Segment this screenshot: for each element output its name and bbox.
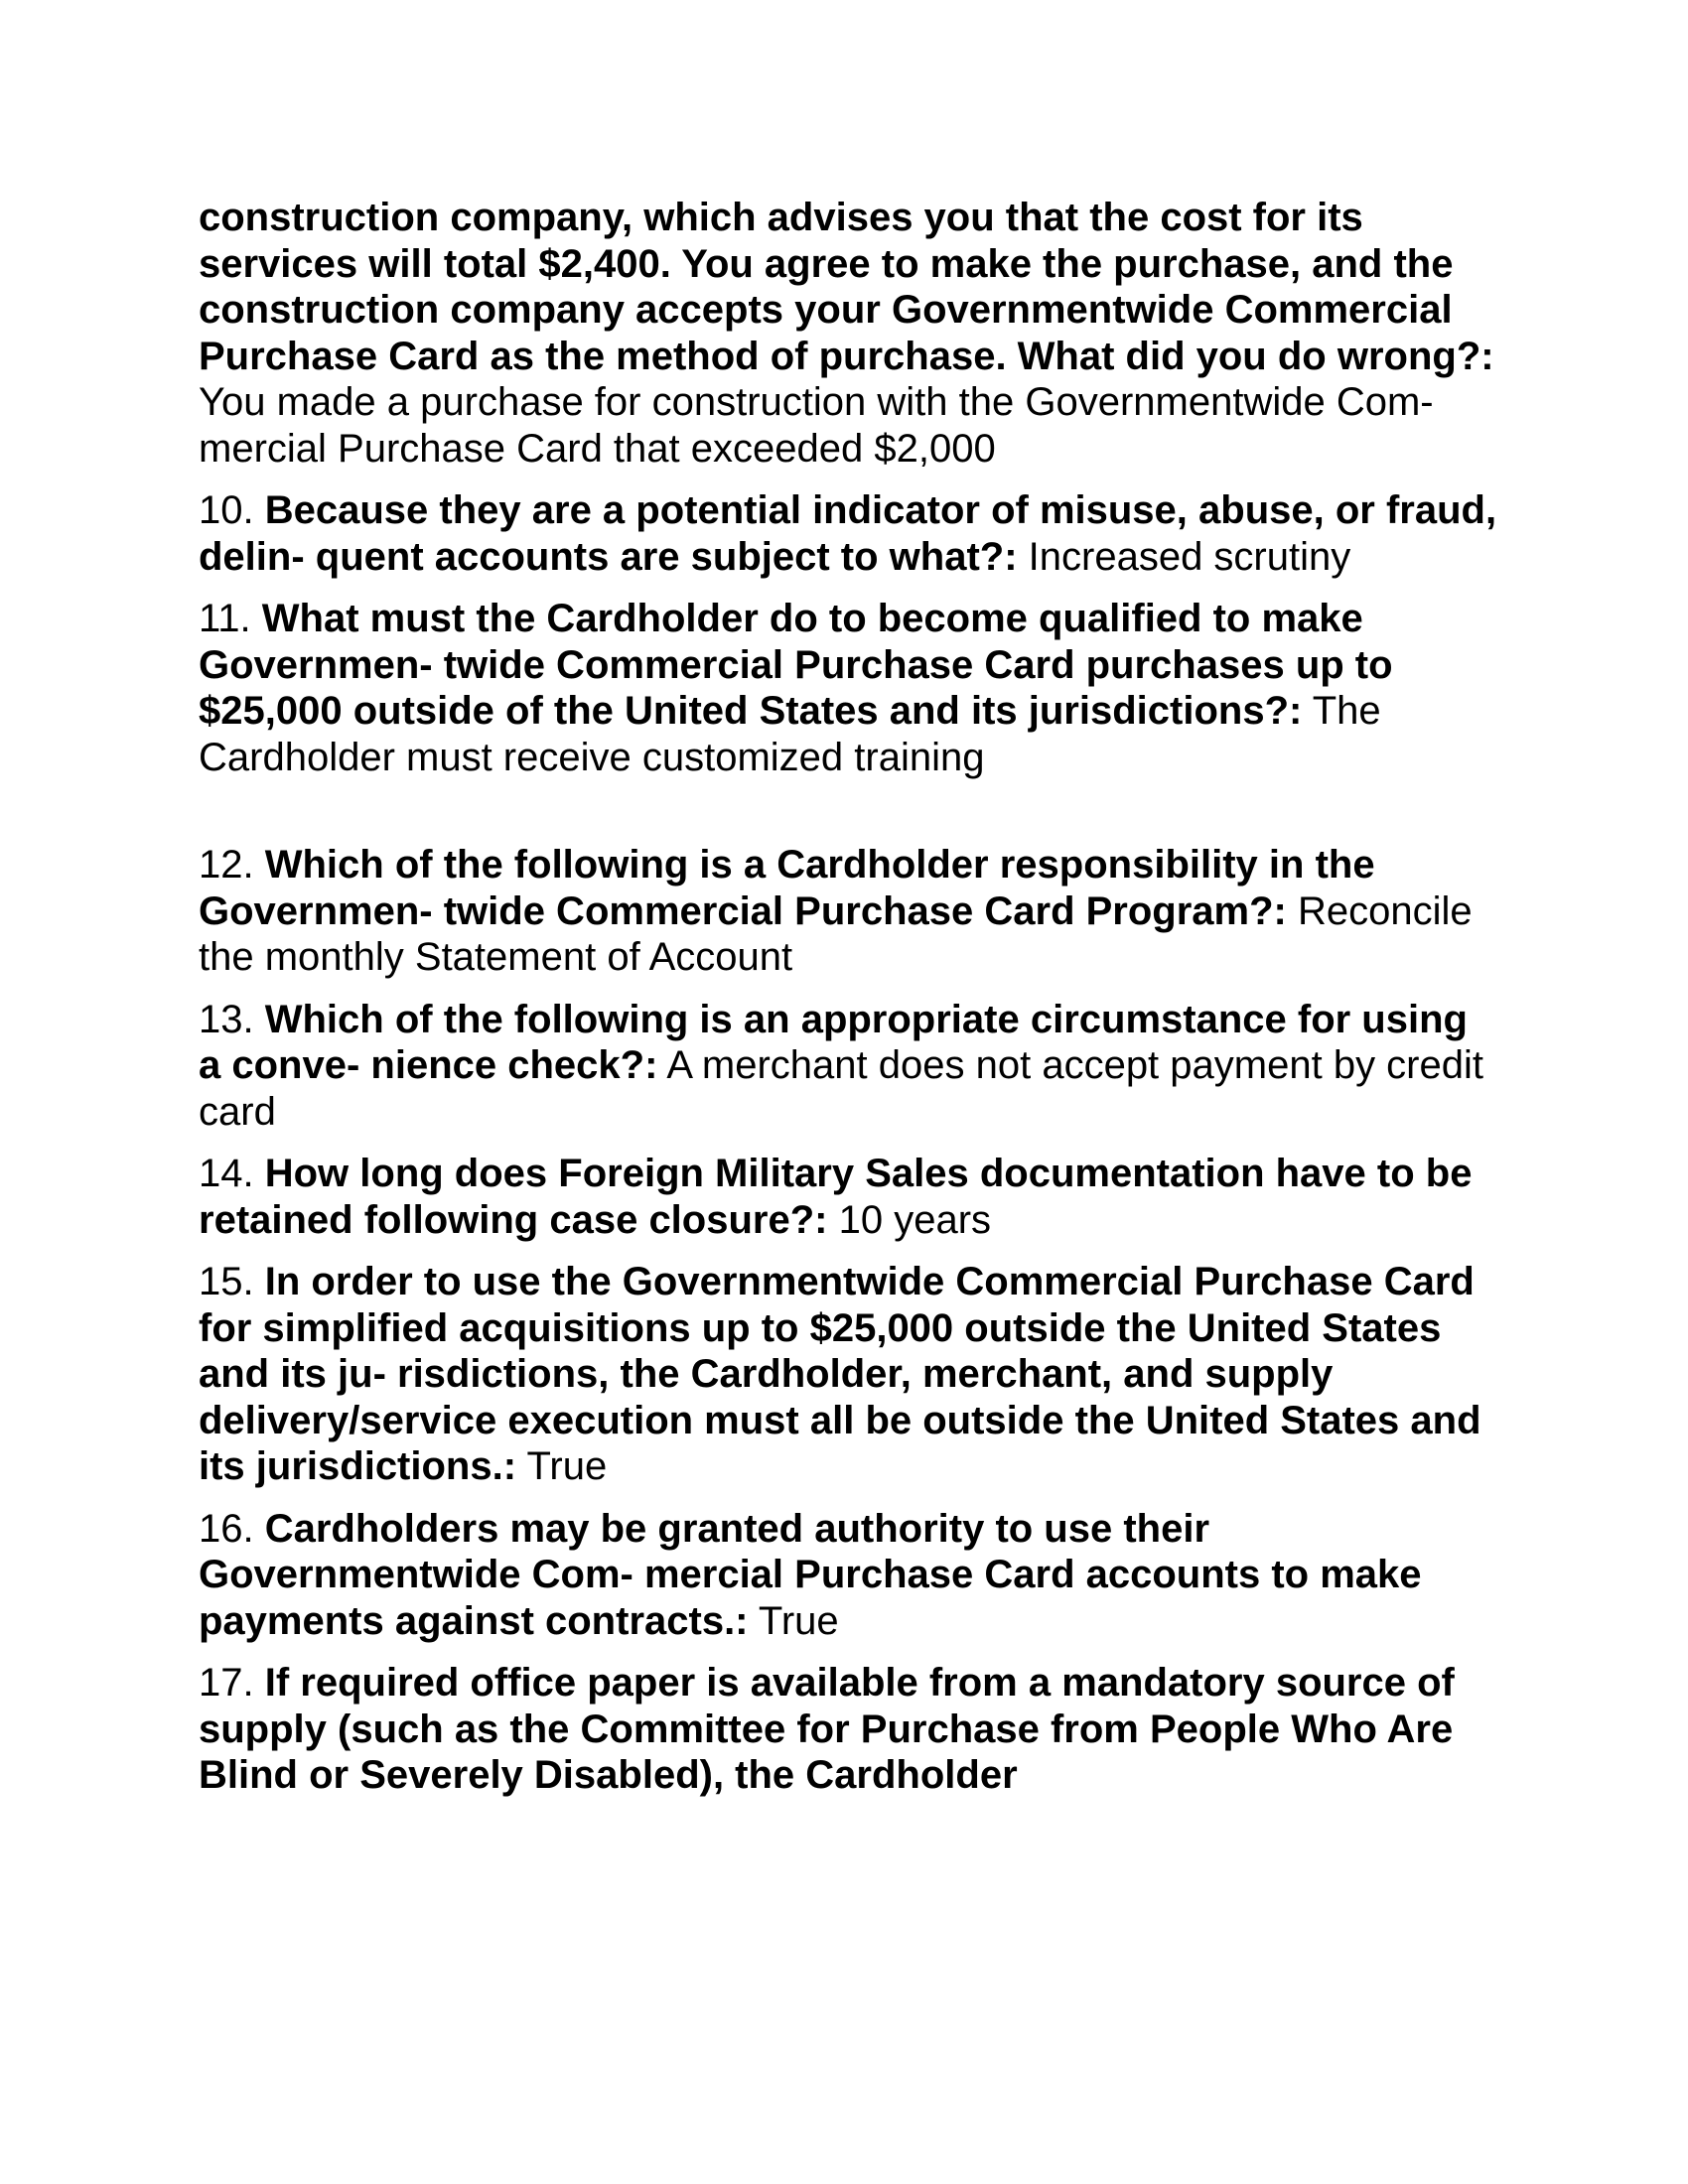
qa-entry-14 [199, 1151, 1499, 1243]
answer-text: Increased scrutiny [1028, 534, 1351, 579]
qa-entry-17 [199, 1660, 1499, 1799]
question-text: Which of the following is a Cardholder responsibility in the Governmen- twide Commercial Purchase Card Program?: [199, 843, 1375, 933]
answer-text: 10 years [838, 1197, 992, 1242]
question-number: 15. [199, 1260, 254, 1303]
qa-entry-9-continued [199, 195, 1499, 472]
question-text: Because they are a potential indicator of misuse, abuse, or fraud, delin- quent accounts are subject to what?: [199, 488, 1497, 579]
question-text: Cardholders may be granted authority to use their Governmentwide Com- mercial Purchase Card accounts to make payments against contracts.: [199, 1506, 1422, 1643]
answer-text: The Cardholder must receive customized training [199, 689, 1381, 779]
answer-text: A merchant does not accept payment by credit card [199, 1043, 1483, 1134]
qa-entry-11 [199, 596, 1499, 780]
question-number: 16. [199, 1506, 254, 1551]
question-number: 17. [199, 1661, 254, 1705]
question-text: Which of the following is an appropriate circumstance for using a conve- nience check?: [199, 997, 1468, 1087]
answer-text: True [758, 1598, 839, 1643]
question-text: How long does Foreign Military Sales documentation have to be retained following case closure?: [199, 1152, 1473, 1242]
answer-text: You made a purchase for construction with the Governmentwide Com- mercial Purchase Card that exceeded $2,000 [199, 380, 1434, 471]
question-number: 13. [199, 997, 254, 1041]
question-text: construction company, which advises you that the cost for its services will total $2,400. You agree to make the purchase, and the construction company accepts your Governmentwide Commercial Purchase Card as the method of purchase. What did you do wrong?: [199, 196, 1494, 378]
qa-entry-13 [199, 997, 1499, 1136]
question-text: What must the Cardholder do to become qualified to make Governmen- twide Commercial Purchase Card purchases up to $25,000 outside of the United States and its jurisdictions?: [199, 597, 1393, 733]
document-page [199, 195, 1499, 1815]
question-text: If required office paper is available from a mandatory source of supply (such as the Committee for Purchase from People Who Are Blind or Severely Disabled), the Cardholder [199, 1661, 1455, 1797]
answer-text: Reconcile the monthly Statement of Account [199, 888, 1473, 979]
question-number: 11. [199, 597, 251, 640]
question-text: In order to use the Governmentwide Commercial Purchase Card for simplified acquisitions up to $25,000 outside the United States and its ju- risdictions, the Cardholder, merchant, and supply delivery/service execution must all be outside the United States and its jurisdictions.: [199, 1260, 1481, 1488]
qa-entry-12 [199, 842, 1499, 981]
qa-entry-16 [199, 1506, 1499, 1645]
answer-text: True [526, 1444, 608, 1488]
question-number: 14. [199, 1152, 254, 1195]
qa-entry-10 [199, 487, 1499, 580]
question-number: 12. [199, 843, 254, 887]
question-number: 10. [199, 488, 254, 532]
qa-entry-15 [199, 1259, 1499, 1490]
